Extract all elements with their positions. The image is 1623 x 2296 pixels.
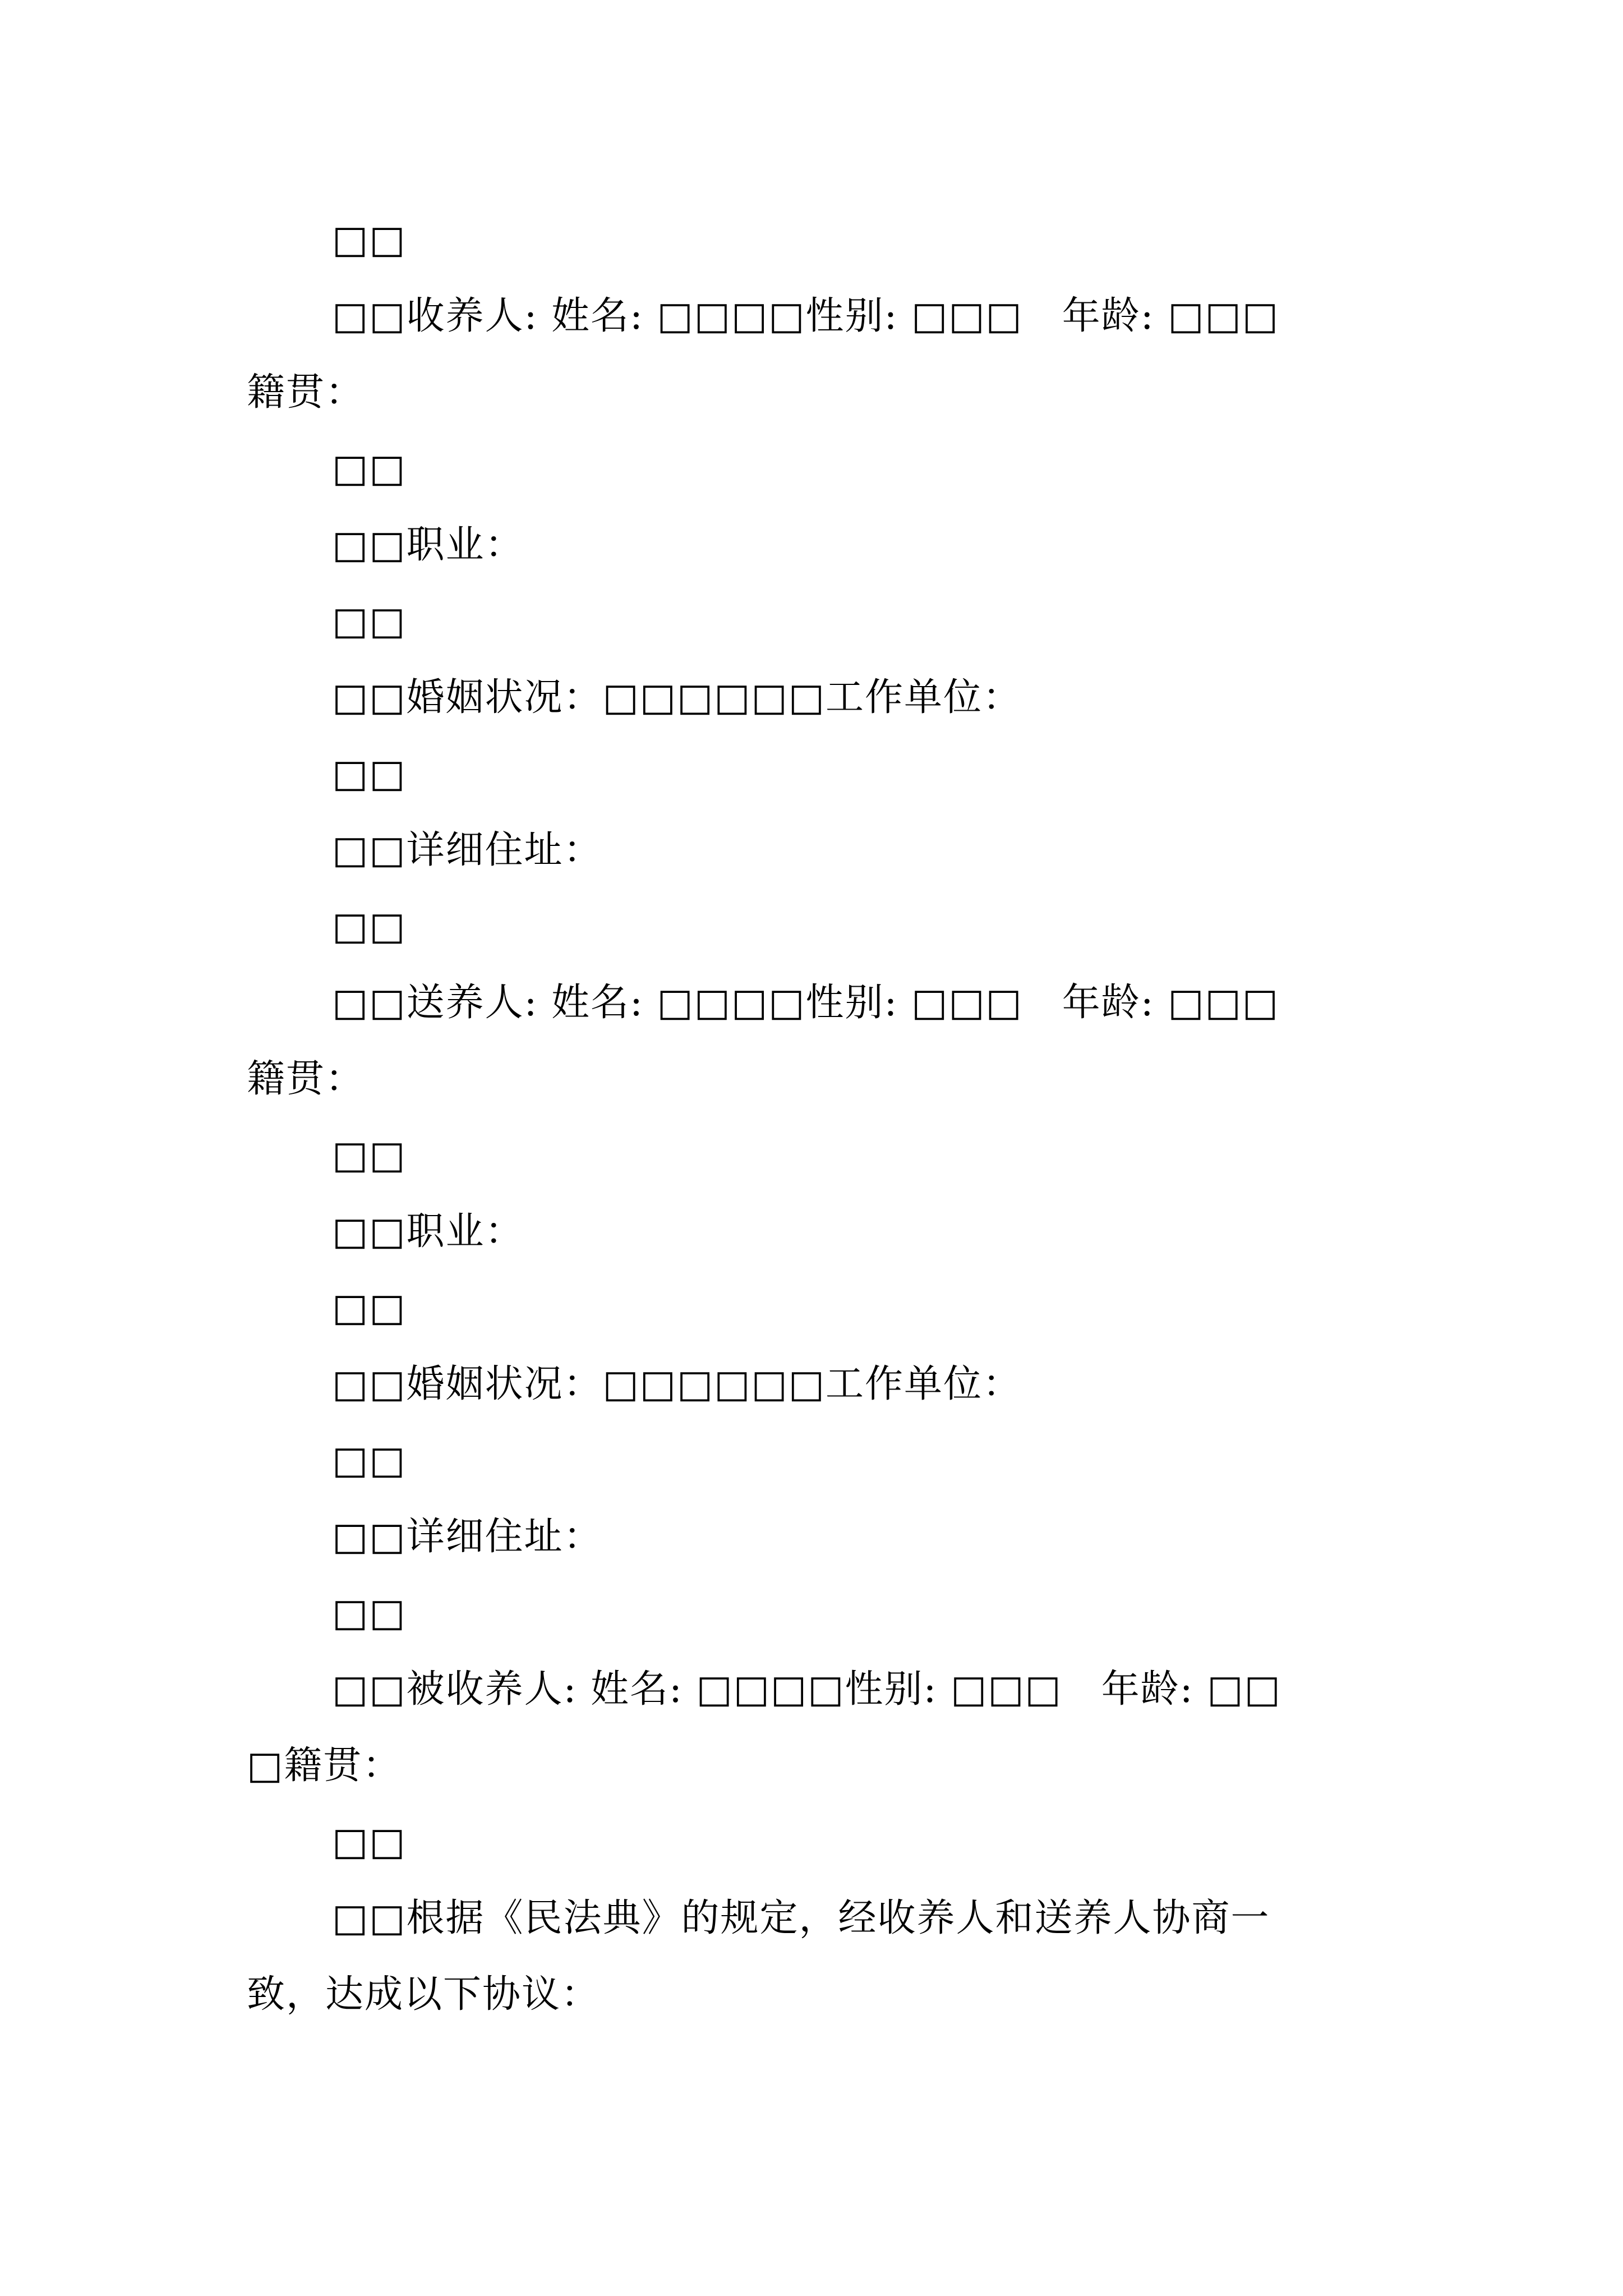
blank-line: □□ [332, 1820, 407, 1864]
adopter-address-line: □□详细住址： [332, 828, 603, 872]
placing-party-address-line: □□详细住址： [332, 1515, 603, 1559]
adopter-info-line: □□收养人: 姓名: □□□□性别: □□□ 年龄: □□□ [332, 294, 1280, 338]
blank-line: □□ [332, 1133, 407, 1177]
adoptee-info-line: □□被收养人: 姓名: □□□□性别: □□□ 年龄: □□ [332, 1667, 1281, 1711]
adopter-marital-status-line: □□婚姻状况：□□□□□□工作单位： [332, 675, 1022, 720]
blank-line: □□ [332, 1438, 407, 1483]
blank-line: □□ [332, 1591, 407, 1635]
blank-line: □□ [332, 752, 407, 796]
agreement-intro-continuation: 致，达成以下协议： [247, 1972, 601, 2017]
blank-line: □□ [332, 447, 407, 491]
adopter-occupation-line: □□职业： [332, 523, 524, 567]
placing-party-occupation-line: □□职业： [332, 1209, 524, 1254]
adoptee-native-place-line: □籍贯： [247, 1743, 402, 1788]
placing-party-native-place-line: 籍贯： [247, 1057, 365, 1101]
agreement-intro-line: □□根据《民法典》的规定，经收养人和送养人协商一 [332, 1896, 1270, 1940]
placing-party-marital-status-line: □□婚姻状况：□□□□□□工作单位： [332, 1362, 1022, 1406]
blank-line: □□ [332, 218, 407, 262]
blank-line: □□ [332, 1286, 407, 1330]
placing-party-info-line: □□送养人: 姓名: □□□□性别: □□□ 年龄: □□□ [332, 981, 1280, 1025]
adopter-native-place-line: 籍贯： [247, 370, 365, 415]
blank-line: □□ [332, 904, 407, 949]
blank-line: □□ [332, 599, 407, 643]
